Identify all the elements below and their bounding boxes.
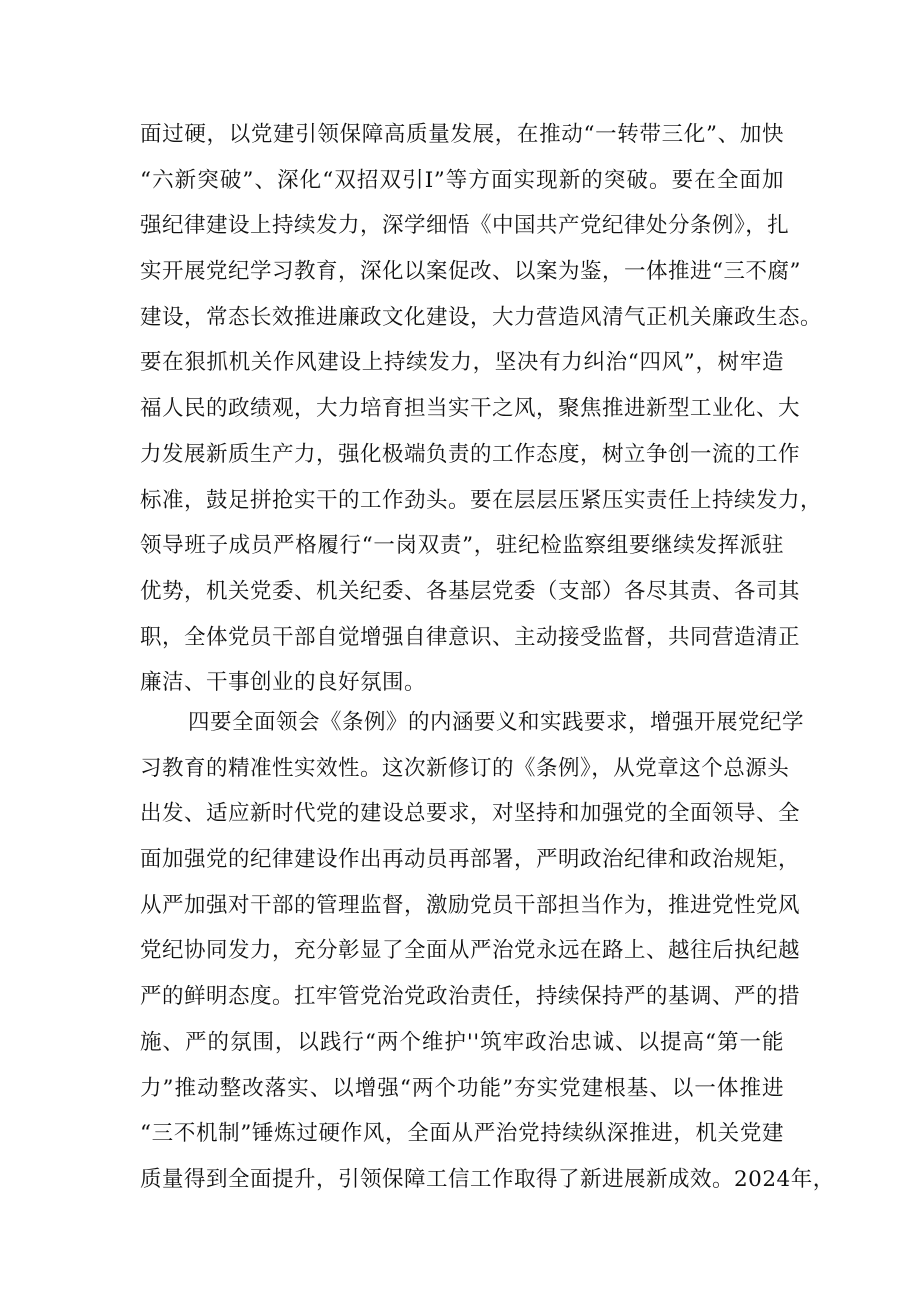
text-line: 福人民的政绩观，大力培育担当实干之风，聚焦推进新型工业化、大 xyxy=(140,396,801,422)
text-line: 党纪协同发力，充分彰显了全面从严治党永远在路上、越往后执纪越 xyxy=(140,938,801,964)
text-line: “六新突破”、深化“双招双引I”等方面实现新的突破。要在全面加 xyxy=(140,167,784,193)
text-line: 力”推动整改落实、以增强“两个功能”夯实党建根基、以一体推进 xyxy=(140,1075,784,1101)
text-line: 标准，鼓足拼抢实干的工作劲头。要在层层压紧压实责任上持续发力， xyxy=(140,487,823,513)
text-line: 优势，机关党委、机关纪委、各基层党委（支部）各尽其责、各司其 xyxy=(140,578,801,604)
text-line-first: 四要全面领会《条例》的内涵要义和实践要求，增强开展党纪学 xyxy=(188,710,805,735)
text-line: 习教育的精准性实效性。这次新修订的《条例》，从党章这个总源头 xyxy=(140,755,790,781)
text-line: 质量得到全面提升，引领保障工信工作取得了新进展新成效。2024年， xyxy=(140,1166,835,1192)
text-line: 强纪律建设上持续发力，深学细悟《中国共产党纪律处分条例》，扎 xyxy=(140,213,790,239)
text-line: 职，全体党员干部自觉增强自律意识、主动接受监督，共同营造清正 xyxy=(140,624,801,650)
text-line-last: 廉洁、干事创业的良好氛围。 xyxy=(140,670,427,696)
text-line: 面过硬，以党建引领保障高质量发展，在推动“一转带三化”、加快 xyxy=(140,122,784,147)
text-line: 要在狠抓机关作风建设上持续发力，坚决有力纠治“四风”，树牢造 xyxy=(140,350,784,376)
text-line: 从严加强对干部的管理监督，激励党员干部担当作为，推进党性党风 xyxy=(140,892,801,918)
text-line: 严的鲜明态度。扛牢管党治党政治责任，持续保持严的基调、严的措 xyxy=(140,984,801,1010)
text-line: 面加强党的纪律建设作出再动员再部署，严明政治纪律和政治规矩， xyxy=(140,847,801,873)
text-line: 实开展党纪学习教育，深化以案促改、以案为鉴，一体推进“三不腐” xyxy=(140,259,801,285)
text-line: 领导班子成员严格履行“一岗双责”，驻纪检监察组要继续发挥派驻 xyxy=(140,533,784,559)
paragraph-2 xyxy=(140,700,835,1203)
paragraph-1 xyxy=(140,112,823,706)
text-line: 施、严的氛围，以践行“两个维护''筑牢政治忠诚、以提高“第一能 xyxy=(140,1029,784,1055)
text-line: “三不机制”锤炼过硬作风，全面从严治党持续纵深推进，机关党建 xyxy=(140,1121,784,1147)
text-line: 力发展新质生产力，强化极端负责的工作态度，树立争创一流的工作 xyxy=(140,441,801,467)
text-line: 出发、适应新时代党的建设总要求，对坚持和加强党的全面领导、全 xyxy=(140,801,801,827)
text-line: 建设，常态长效推进廉政文化建设，大力营造风清气正机关廉政生态。 xyxy=(140,304,823,330)
